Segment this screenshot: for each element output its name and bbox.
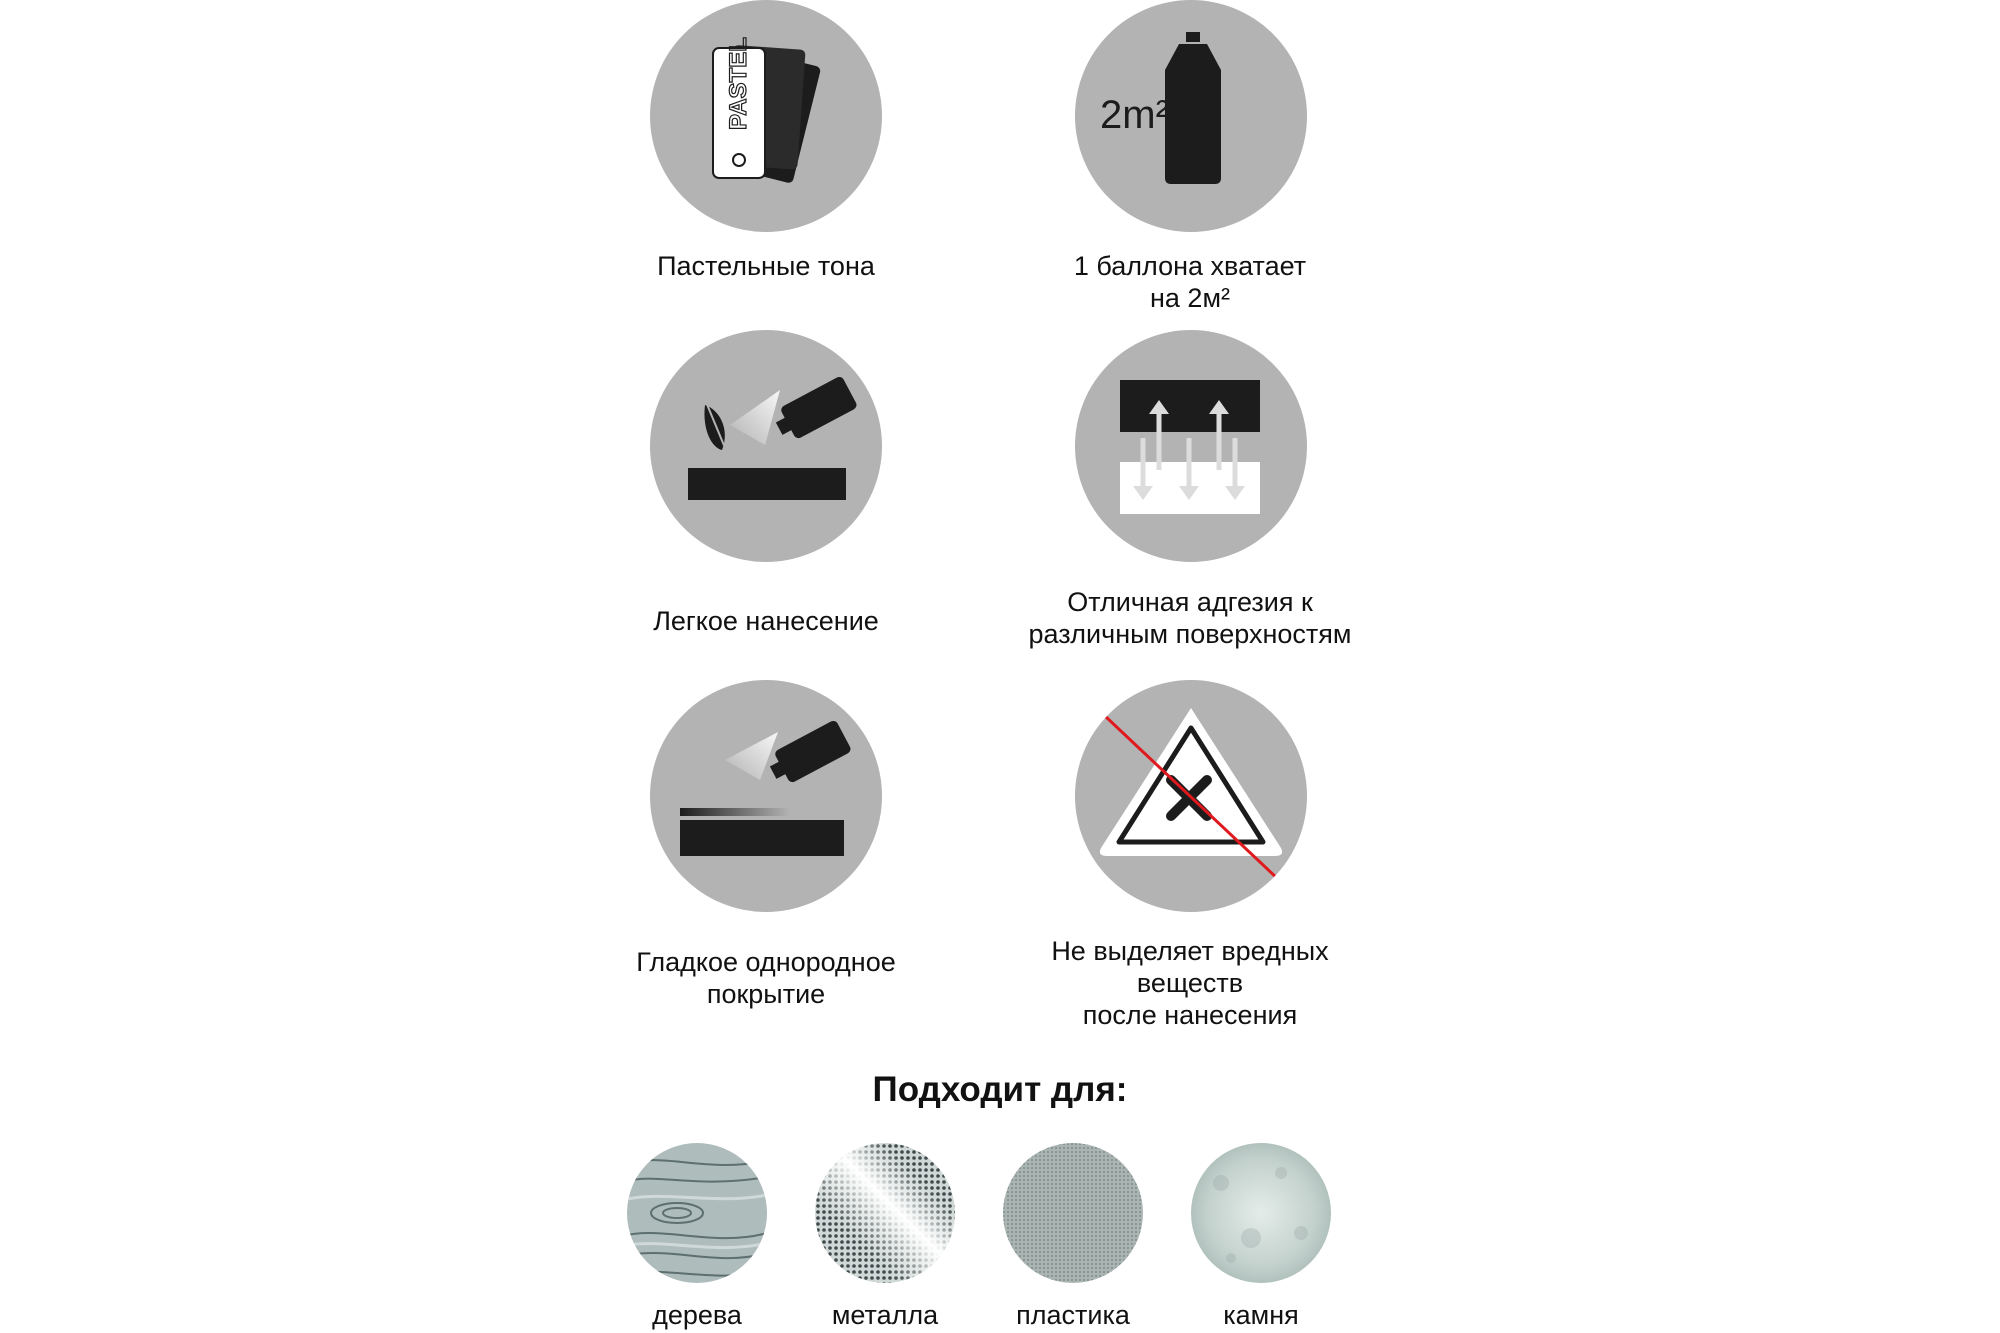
- spray-can-icon: [1075, 0, 1307, 232]
- plastic-texture-icon: [1003, 1143, 1143, 1283]
- feather-spray-icon: [650, 330, 882, 562]
- feature-label-adhesion: Отличная адгезия к различным поверхностям: [1028, 587, 1352, 649]
- feature-label-easy: Легкое нанесение: [653, 606, 879, 636]
- no-harmful-substances-icon: [1075, 680, 1307, 912]
- stone-texture-icon: [1191, 1143, 1331, 1283]
- feature-label-pastel: Пастельные тона: [657, 251, 875, 281]
- wood-texture-icon: [627, 1143, 767, 1283]
- adhesion-arrows-icon: [1075, 330, 1307, 562]
- feature-label-safe: Не выделяет вредных веществ после нанесения: [1051, 936, 1329, 1030]
- surface-label-plastic: пластика: [1016, 1300, 1130, 1330]
- coverage-icon-text: 2m²: [1100, 93, 1169, 137]
- metal-texture-icon: [815, 1143, 955, 1283]
- pastel-tones-icon: [650, 0, 882, 232]
- feature-label-smooth: Гладкое однородное покрытие: [636, 947, 896, 1009]
- surface-label-wood: дерева: [652, 1300, 742, 1330]
- suitable-heading: Подходит для:: [872, 1070, 1128, 1109]
- surface-label-stone: камня: [1223, 1300, 1299, 1330]
- feature-label-coverage: 1 баллона хватает на 2м²: [1073, 251, 1307, 313]
- swatch-text: PASTEL: [725, 37, 752, 130]
- surface-label-metal: металла: [831, 1300, 939, 1330]
- smooth-coating-icon: [650, 680, 882, 912]
